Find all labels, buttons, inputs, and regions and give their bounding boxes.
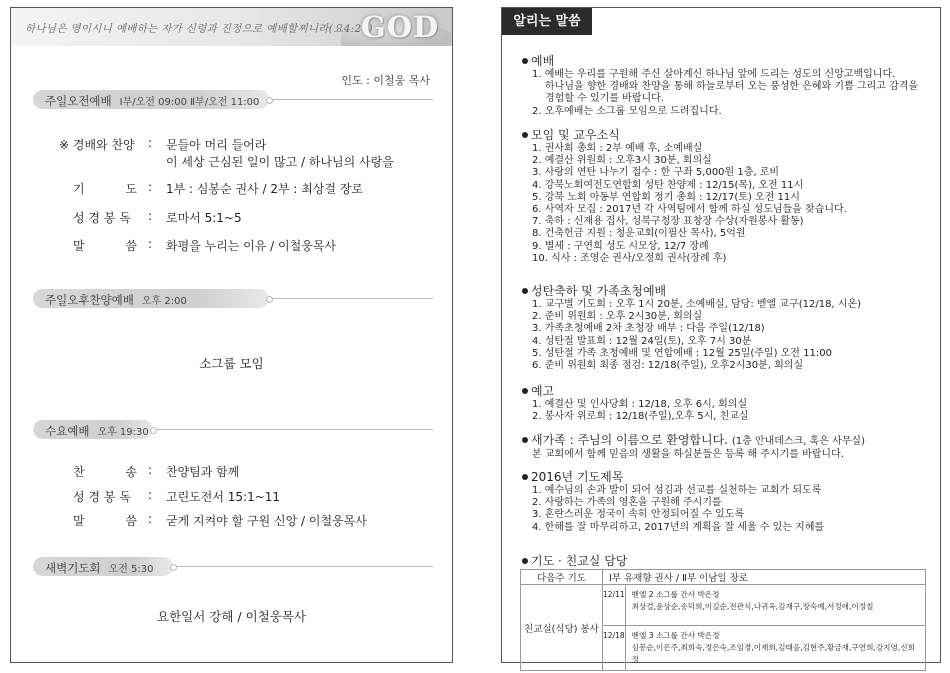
list-item: 2. 사랑하는 가족의 영혼을 구원해 주시기를 <box>532 497 722 509</box>
list-item: 1. 예결산 및 인사당회 : 12/18, 오후 6시, 회의실 <box>532 399 748 410</box>
colon: : <box>148 512 153 526</box>
god-logo: GOD <box>361 10 440 44</box>
table-cell: 다음주 기도 <box>521 570 603 585</box>
order-value: 고린도전서 15:1~11 <box>166 490 281 504</box>
service-title: 주일오전예배 <box>45 94 112 108</box>
service-title: 새벽기도회 <box>45 561 101 575</box>
dawn-body: 요한일서 강해 / 이철웅목사 <box>157 609 306 624</box>
service-header-dawn <box>33 557 173 576</box>
bullet-icon <box>522 288 528 294</box>
order-value: 로마서 5:1~5 <box>166 211 242 225</box>
service-header-morning <box>33 90 269 109</box>
list-item: 6. 사역자 모집 : 2017년 각 사역팀에서 함께 하실 성도님들을 찾습니다. <box>532 204 847 216</box>
bullet-icon <box>522 388 528 394</box>
section-preview <box>522 382 932 423</box>
section-news <box>522 126 932 265</box>
list-item: 2. 준비 위원회 : 오후 2시30분, 회의실 <box>532 311 703 323</box>
section-head: 모임 및 교우소식 <box>531 128 620 142</box>
list-item: 6. 준비 위원회 최종 점검: 12/18(주일), 오후2시30분, 회의실 <box>532 360 804 372</box>
service-header-wednesday <box>33 420 153 439</box>
section-new-family <box>522 431 932 461</box>
service-header-afternoon <box>33 289 269 308</box>
order-label: 말 씀 <box>73 514 137 528</box>
list-item: 2. 오후예배는 소그룹 모임으로 드려집니다. <box>532 105 722 117</box>
presider: 인도 : 이철웅 목사 <box>341 74 430 87</box>
order-label: 성 경 봉 독 <box>73 490 131 504</box>
list-item: 1. 권사회 총회 : 2부 예배 후, 소예배실 <box>532 143 703 154</box>
table-cell <box>625 585 925 626</box>
service-time: Ⅰ부/오전 09:00 Ⅱ부/오전 11:00 <box>119 97 260 108</box>
section-head: 예고 <box>531 384 555 398</box>
section-note: (1층 안내데스크, 혹은 사무실) <box>731 436 865 447</box>
colon: : <box>148 488 153 502</box>
list-item: 4. 강북노회여전도연합회 성탄 찬양제 : 12/15(목), 오전 11시 <box>532 179 804 191</box>
section-duty <box>522 552 932 569</box>
colon: : <box>148 463 153 477</box>
list-item: 4. 성탄절 발표회 : 12월 24일(토), 오후 7시 30분 <box>532 335 752 347</box>
bullet-icon <box>522 132 528 138</box>
order-label: 찬 송 <box>73 465 137 479</box>
bullet-icon <box>522 558 528 564</box>
section-head: 2016년 기도제목 <box>531 470 624 484</box>
page-title: 알리는 말씀 <box>502 8 592 35</box>
list-item: 1. 예배는 우리를 구원해 주신 살아계신 하나님 앞에 드리는 성도의 신앙고백입니다. <box>532 69 896 80</box>
section-prayer <box>522 468 932 534</box>
table-cell: 12/11 <box>603 585 626 626</box>
duty-table <box>520 569 926 671</box>
section-head: 성탄축하 및 가족초청예배 <box>531 284 667 298</box>
colon: : <box>148 209 153 223</box>
list-item: 하나님을 향한 경배와 찬양을 통해 하늘로부터 오는 풍성한 은혜와 기쁨 그리고 감격을 <box>545 81 919 93</box>
list-item: 5. 강북 노회 아동부 연합회 정기 총회 : 12/17(토) 오전 11시 <box>532 191 800 203</box>
colon: : <box>148 136 153 150</box>
order-value: 이 세상 근심된 일이 많고 / 하나님의 사랑을 <box>166 155 394 169</box>
list-item: 5. 성탄절 가족 초청예배 및 연합예배 : 12월 25일(주일) 오전 11:00 <box>532 347 832 359</box>
announcements-page <box>501 7 941 663</box>
list-item: 8. 건축헌금 지원 : 청운교회(이필산 목사), 5억원 <box>532 228 746 240</box>
order-value: 1부 : 심봉순 권사 / 2부 : 최상걸 장로 <box>166 182 364 196</box>
list-item: 7. 축하 : 신재용 집사, 성북구청장 표창장 수상(자원봉사 활동) <box>532 216 804 228</box>
service-time: 오전 5:30 <box>108 564 154 575</box>
service-title: 수요예배 <box>45 424 90 438</box>
list-item: 3. 사랑의 연탄 나누기 접수 : 한 구좌 5,000원 1층, 로비 <box>532 167 780 179</box>
service-time: 오후 2:00 <box>141 296 187 307</box>
colon: : <box>148 180 153 194</box>
list-item: 3. 혼란스러운 정국이 속히 안정되어질 수 있도록 <box>532 509 745 521</box>
order-label: ※ 경배와 찬양 <box>59 138 135 152</box>
order-value: 화평을 누리는 이유 / 이철웅목사 <box>166 239 336 253</box>
list-item: 4. 한해를 잘 마무리하고, 2017년의 계획을 잘 세울 수 있는 지혜를 <box>532 521 825 533</box>
table-cell: 12/18 <box>603 626 626 671</box>
table-cell <box>625 626 925 671</box>
service-title: 주일오후찬양예배 <box>45 293 134 307</box>
order-label: 기 도 <box>73 182 137 196</box>
worship-order-page <box>10 7 453 663</box>
bullet-icon <box>522 437 528 443</box>
bullet-icon <box>522 474 528 480</box>
table-cell: 친교실(식당) 봉사 <box>521 585 603 671</box>
list-item: 3. 가족초청예배 2차 초청장 배부 : 다음 주일(12/18) <box>532 323 765 335</box>
members-line: 최상걸,윤상순,송덕희,이길순,전관식,나귀옥,김재구,장숙예,서정애,이정칠 <box>631 602 874 611</box>
section-head: 기도 · 친교실 담당 <box>531 554 628 568</box>
list-item: 1. 예수님의 손과 발이 되어 섬김과 선교를 실천하는 교회가 되도록 <box>532 485 822 496</box>
service-time: 오후 19:30 <box>97 427 149 438</box>
colon: : <box>148 237 153 251</box>
list-item: 9. 별세 : 구연희 성도 시모상, 12/7 장례 <box>532 240 709 252</box>
table-row <box>521 570 926 585</box>
banner-verse: 하나님은 영이시니 예배하는 자가 신령과 진정으로 예배할찌니라(요4:24) <box>25 23 373 35</box>
list-item: 2. 예결산 위원회 : 오후3시 30분, 회의실 <box>532 155 712 167</box>
list-item: 2. 봉사자 위로회 : 12/18(주일),오후 5시, 친교실 <box>532 411 749 423</box>
order-value: 문들아 머리 들어라 <box>166 138 267 152</box>
list-item: 경험할 수 있기를 바랍니다. <box>545 93 664 105</box>
team-line: 벧엘 2 소그룹 간사 박은정 <box>631 590 720 599</box>
section-body: 본 교회에서 함께 믿음의 생활을 하실분들은 등록 해 주시기를 바랍니다. <box>532 449 844 460</box>
table-cell: Ⅰ부 유재향 권사 / Ⅱ부 이남일 장로 <box>603 570 926 585</box>
section-christmas <box>522 282 932 372</box>
section-worship <box>522 52 932 118</box>
members-line: 심봉순,이은주,최희숙,정은숙,조임경,이재희,김태음,김현주,황금재,구연희,강지영,신희정 <box>631 643 915 664</box>
team-line: 벧엘 3 소그룹 간사 박은정 <box>631 631 720 640</box>
order-value: 굳게 지켜야 할 구원 신앙 / 이철웅목사 <box>166 514 367 528</box>
table-row <box>521 585 926 626</box>
afternoon-body: 소그룹 모임 <box>199 356 264 371</box>
bullet-icon <box>522 58 528 64</box>
header-banner <box>11 8 452 46</box>
order-label: 말 씀 <box>73 239 137 253</box>
section-head: 새가족 : 주님의 이름으로 환영합니다. <box>531 433 728 447</box>
list-item: 10. 식사 : 조영순 권사/오정희 권사(장례 후) <box>532 252 727 264</box>
section-head: 예배 <box>531 54 555 68</box>
order-value: 찬양팀과 함께 <box>166 465 240 479</box>
list-item: 1. 교구별 기도회 : 오후 1시 20분, 소예배실, 담당: 벧엘 교구(12/18, 시온) <box>532 299 862 310</box>
order-label: 성 경 봉 독 <box>73 211 131 225</box>
